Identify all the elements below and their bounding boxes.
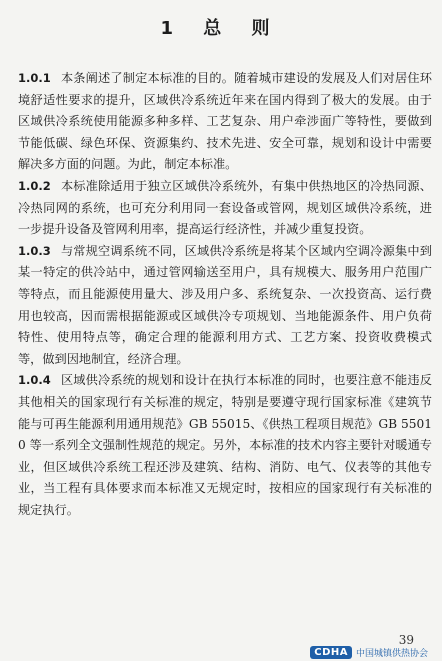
org-name: 中国城镇供热协会 xyxy=(355,649,428,659)
clause-number: 1.0.4 xyxy=(18,373,51,388)
clause-number: 1.0.3 xyxy=(18,243,51,258)
clause-1-0-3 xyxy=(18,241,432,371)
clause-number: 1.0.1 xyxy=(18,71,51,85)
clause-text: 与常规空调系统不同，区域供冷系统是将某个区域内空调冷源集中到某一特定的供冷站中，通过管网输送至用户，具有规模大、服务用户范围广等特点，而且能源使用量大、涉及用户多、系统复杂、一次投资高、运行费用也较高，因而需根据能源或区域供冷专项规划、当地能源条件、用户负荷特性、使用特点等，确定合理的能源利用方式、工艺方案、投资收费模式等，做到因地制宜，经济合理。 xyxy=(18,243,432,366)
chapter-title: 1 总 则 xyxy=(160,18,282,39)
clause-1-0-1 xyxy=(18,68,432,176)
clause-1-0-4 xyxy=(18,370,432,521)
clause-text: 本标准除适用于独立区域供冷系统外，有集中供热地区的冷热同源、冷热同网的系统，也可充分利用同一套设备或管网，规划区域供冷系统，进一步提升设备及管网利用率，提高运行经济性，并减少重复投资。 xyxy=(18,178,432,237)
clause-text: 区域供冷系统的规划和设计在执行本标准的同时，也要注意不能违反其他相关的国家现行有关标准的规定，特别是要遵守现行国家标准《建筑节能与可再生能源利用通用规范》GB 55015、《供热工程项目规范》GB 55010 等一系列全文强制性规范的规定。另外，本标准的技术内容主要针对暖通专业，但区域供冷系统工程还涉及建筑、结构、消防、电气、仪表等的其他专业，当工程有具体要求而本标准又无规定时，按相应的国家现行有关标准的规定执行。 xyxy=(18,373,432,517)
clause-number: 1.0.2 xyxy=(18,178,51,193)
page-number: 39 xyxy=(398,633,414,647)
clause-1-0-2 xyxy=(18,176,432,241)
body-text xyxy=(18,68,432,521)
cdha-logo-icon: CDHA xyxy=(310,646,352,659)
clause-text: 本条阐述了制定本标准的目的。随着城市建设的发展及人们对居住环境舒适性要求的提升，区域供冷系统近年来在国内得到了极大的发展。由于区域供冷系统使用能源多种多样、工艺复杂、用户牵涉面广等特性，要做到节能低碳、绿色环保、资源集约、技术先进、安全可靠，规划和设计中需要解决多方面的问题。为此，制定本标准。 xyxy=(18,71,432,172)
publisher-logo xyxy=(310,646,428,659)
